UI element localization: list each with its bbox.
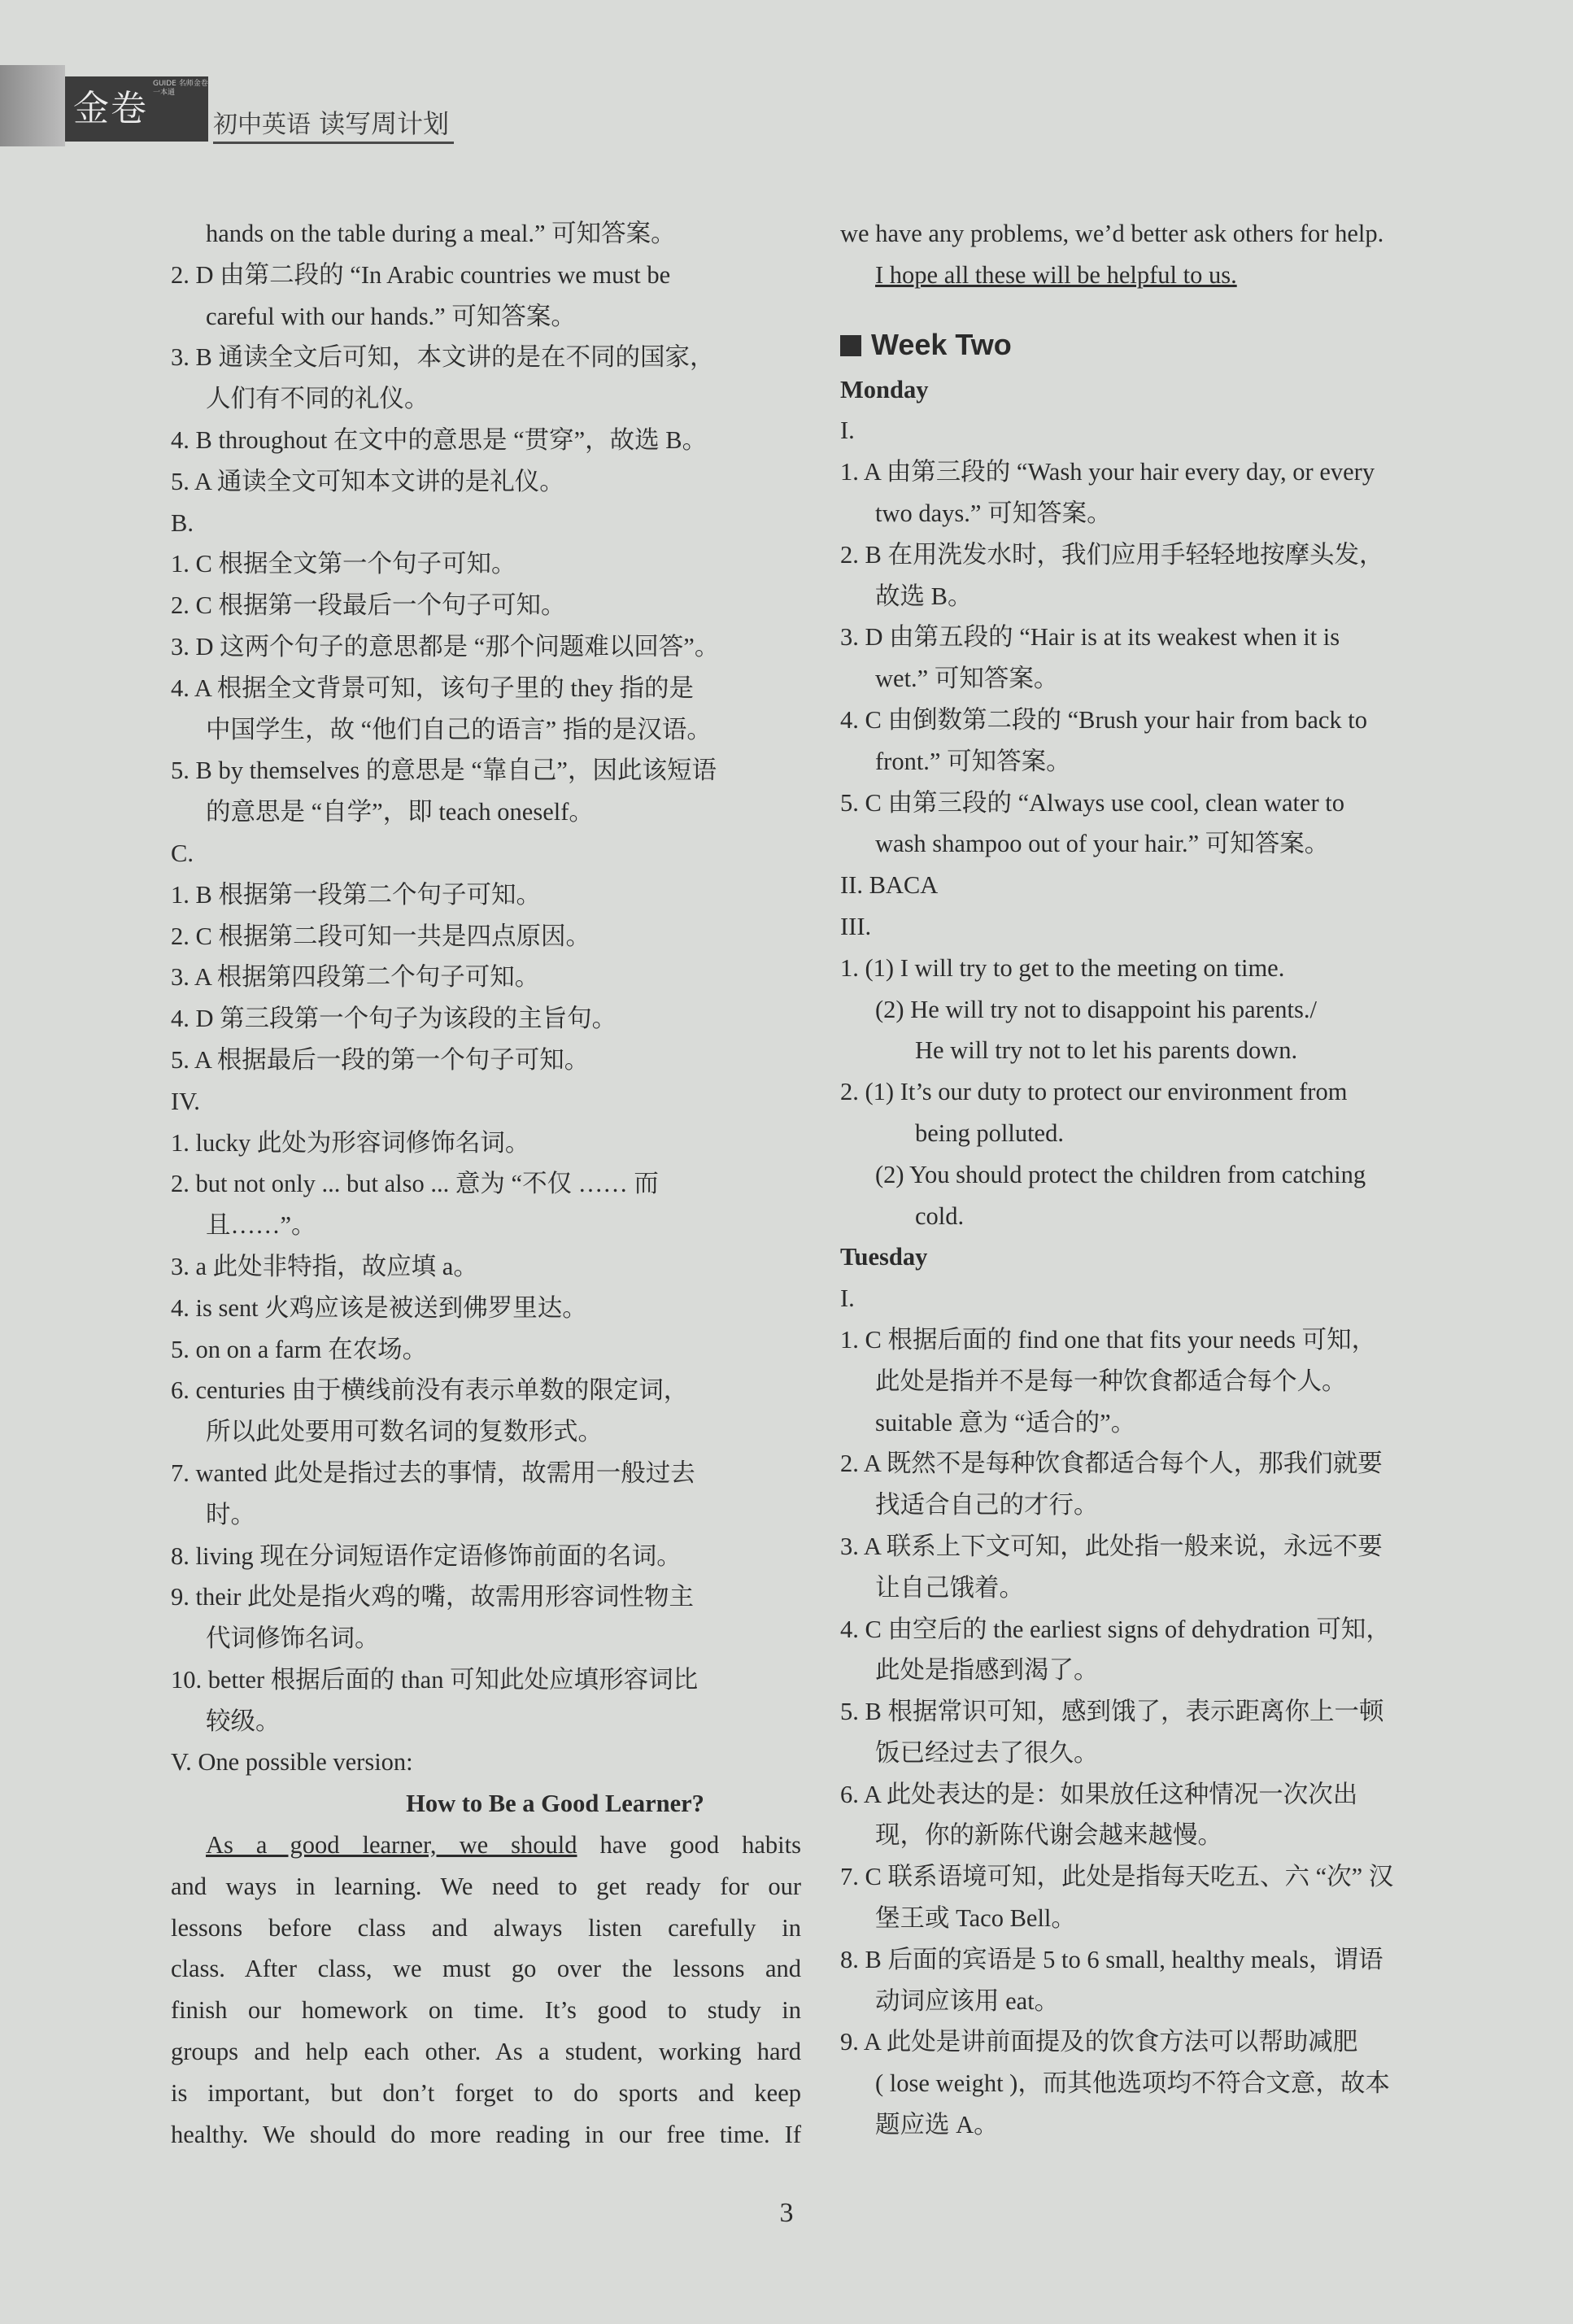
answer-line: 6. centuries 由于横线前没有表示单数的限定词，: [171, 1376, 689, 1405]
brand-logo-text: 金卷: [73, 88, 148, 129]
essay-line: finish our homework on time. It’s good to study in: [171, 1996, 801, 2025]
answer-line: 5. B by themselves 的意思是 “靠自己”，因此该短语: [171, 756, 717, 785]
essay-first-line: [171, 1825, 801, 1866]
answer-line: III.: [840, 912, 872, 940]
monday-label: Monday: [840, 375, 929, 403]
answer-line: 题应选 A。: [875, 2111, 999, 2139]
answer-line: careful with our hands.” 可知答案。: [206, 302, 576, 330]
page-number: 3: [779, 2198, 794, 2228]
answer-line: wet.” 可知答案。: [875, 665, 1059, 693]
answer-line: suitable 意为 “适合的”。: [875, 1408, 1136, 1437]
answer-line: 3. B 通读全文后可知，本文讲的是在不同的国家，: [171, 343, 715, 372]
square-bullet-icon: [840, 335, 861, 356]
answer-line: 3. a 此处非特指，故应填 a。: [171, 1252, 478, 1280]
essay-first-line-rest: have good habits: [577, 1831, 801, 1860]
course-name: 初中英语: [213, 111, 311, 139]
answer-line: 2. C 根据第二段可知一共是四点原因。: [171, 922, 590, 950]
answer-line: 5. on on a farm 在农场。: [171, 1335, 428, 1363]
answer-line: wash shampoo out of your hair.” 可知答案。: [875, 830, 1330, 858]
answer-line: 4. is sent 火鸡应该是被送到佛罗里达。: [171, 1293, 587, 1322]
answer-line: 时。: [206, 1500, 255, 1528]
tuesday-answer-list: [840, 1278, 1472, 2146]
answer-line: 4. C 由空后的 the earliest signs of dehydration 可知，: [840, 1615, 1391, 1643]
answer-line: 6. A 此处表达的是：如果放任这种情况一次次出: [840, 1780, 1358, 1808]
answer-line: 让自己饿着。: [875, 1573, 1024, 1602]
answer-line: 此处是指感到渴了。: [875, 1656, 1099, 1685]
essay-line: healthy. We should do more reading in our free time. If: [171, 2120, 801, 2148]
answer-line: 8. living 现在分词短语作定语修饰前面的名词。: [171, 1541, 682, 1570]
monday-answer-list: [840, 410, 1472, 1236]
answer-line: 的意思是 “自学”，即 teach oneself。: [206, 798, 594, 826]
answer-line: He will try not to let his parents down.: [915, 1036, 1298, 1065]
answer-line: 4. B throughout 在文中的意思是 “贯穿”，故选 B。: [171, 425, 708, 454]
answer-line: 动词应该用 eat。: [875, 1986, 1060, 2015]
answer-line: 5. A 通读全文可知本文讲的是礼仪。: [171, 467, 564, 495]
answer-line: 1. lucky 此处为形容词修饰名词。: [171, 1128, 530, 1157]
answer-line: 2. D 由第二段的 “In Arabic countries we must be: [171, 260, 671, 289]
answer-line: 人们有不同的礼仪。: [206, 385, 429, 413]
answer-line: 2. but not only ... but also ... 意为 “不仅 …… 而: [171, 1170, 659, 1198]
header-gradient-bar: [0, 65, 65, 146]
answer-line: 7. C 联系语境可知，此处是指每天吃五、六 “次” 汉: [840, 1863, 1394, 1891]
essay-closing: [840, 255, 1472, 296]
answer-line: 饭已经过去了很久。: [875, 1738, 1099, 1767]
answer-line: 5. A 根据最后一段的第一个句子可知。: [171, 1045, 590, 1074]
answer-line: 4. A 根据全文背景可知，该句子里的 they 指的是: [171, 674, 695, 702]
answer-line: 找适合自己的才行。: [875, 1491, 1099, 1520]
answer-line: 8. B 后面的宾语是 5 to 6 small, healthy meals，谓语: [840, 1945, 1383, 1973]
answer-line: 5. C 由第三段的 “Always use cool, clean water to: [840, 788, 1345, 817]
answer-line: 1. A 由第三段的 “Wash your hair every day, or every: [840, 458, 1375, 486]
answer-line: (2) He will try not to disappoint his parents./: [875, 995, 1317, 1023]
left-answer-list: [171, 213, 801, 1783]
essay-closing-text: I hope all these will be helpful to us.: [875, 260, 1237, 289]
week-two-heading: [840, 320, 1472, 369]
left-column: [171, 213, 801, 2155]
answer-line: hands on the table during a meal.” 可知答案。: [206, 220, 676, 247]
brand-logo-subtext: GUIDE 名师金卷 一本通: [153, 80, 208, 97]
answer-line: 较级。: [206, 1707, 281, 1735]
answer-line: 2. C 根据第一段最后一个句子可知。: [171, 591, 566, 620]
tuesday-label: Tuesday: [840, 1243, 928, 1271]
brand-logo: [65, 76, 208, 142]
essay-last-line: we have any problems, we’d better ask others for help.: [840, 220, 1384, 247]
answer-line: 1. C 根据后面的 find one that fits your needs 可知，: [840, 1325, 1377, 1354]
answer-line: II. BACA: [840, 871, 939, 900]
book-title: [213, 107, 454, 144]
answer-line: 3. D 这两个句子的意思都是 “那个问题难以回答”。: [171, 632, 720, 661]
answer-line: cold.: [915, 1201, 965, 1230]
answer-line: 1. C 根据全文第一个句子可知。: [171, 550, 516, 578]
series-title: 读写周计划: [319, 108, 450, 139]
answer-line: 此处是指并不是每一种饮食都适合每个人。: [875, 1367, 1347, 1395]
answer-line: 10. better 根据后面的 than 可知此处应填形容词比: [171, 1665, 699, 1694]
answer-line: front.” 可知答案。: [875, 747, 1071, 775]
week-two-heading-text: Week Two: [871, 327, 1012, 361]
answer-line: 3. A 联系上下文可知，此处指一般来说，永远不要: [840, 1532, 1383, 1560]
answer-line: I.: [840, 416, 855, 445]
essay-line: is important, but don’t forget to do sports and keep: [171, 2078, 801, 2107]
answer-line: 2. B 在用洗发水时，我们应用手轻轻地按摩头发，: [840, 540, 1384, 569]
answer-line: 4. C 由倒数第二段的 “Brush your hair from back to: [840, 705, 1368, 734]
answer-line: V. One possible version:: [171, 1748, 413, 1777]
answer-line: B.: [171, 508, 194, 537]
answer-line: 中国学生，故 “他们自己的语言” 指的是汉语。: [206, 715, 712, 743]
essay-line: lessons before class and always listen carefully in: [171, 1913, 801, 1942]
essay-line: class. After class, we must go over the lessons and: [171, 1955, 801, 1983]
answer-line: 1. (1) I will try to get to the meeting on time.: [840, 953, 1285, 982]
answer-line: (2) You should protect the children from catching: [875, 1160, 1366, 1188]
essay-title: How to Be a Good Learner?: [406, 1790, 704, 1818]
answer-line: two days.” 可知答案。: [875, 499, 1112, 527]
answer-line: C.: [171, 839, 194, 867]
answer-line: 堡王或 Taco Bell。: [875, 1904, 1076, 1933]
answer-line: 故选 B。: [875, 582, 973, 610]
page-header: [0, 65, 472, 146]
answer-line: 所以此处要用可数名词的复数形式。: [206, 1418, 603, 1446]
answer-line: being polluted.: [915, 1118, 1064, 1147]
essay-line: and ways in learning. We need to get ready for our: [171, 1872, 801, 1900]
answer-line: 2. A 既然不是每种饮食都适合每个人，那我们就要: [840, 1450, 1383, 1478]
essay-underlined-opening: As a good learner, we should: [206, 1831, 577, 1860]
answer-line: 7. wanted 此处是指过去的事情，故需用一般过去: [171, 1458, 695, 1487]
answer-line: 3. A 根据第四段第二个句子可知。: [171, 963, 540, 992]
answer-line: IV.: [171, 1087, 200, 1115]
answer-line: 5. B 根据常识可知，感到饿了，表示距离你上一顿: [840, 1698, 1384, 1726]
essay-line: groups and help each other. As a student, working hard: [171, 2038, 801, 2066]
answer-line: 3. D 由第五段的 “Hair is at its weakest when it is: [840, 623, 1340, 652]
essay-body: [171, 1866, 801, 2156]
right-column: [840, 213, 1472, 2146]
answer-line: 9. their 此处是指火鸡的嘴，故需用形容词性物主: [171, 1583, 695, 1611]
answer-line: I.: [840, 1284, 855, 1313]
answer-line: 且……”。: [206, 1211, 316, 1240]
answer-line: 现，你的新陈代谢会越来越慢。: [875, 1821, 1222, 1850]
answer-line: 9. A 此处是讲前面提及的饮食方法可以帮助减肥: [840, 2028, 1358, 2056]
answer-line: 2. (1) It’s our duty to protect our environment from: [840, 1078, 1348, 1106]
answer-line: 4. D 第三段第一个句子为该段的主旨句。: [171, 1005, 617, 1033]
answer-line: 1. B 根据第一段第二个句子可知。: [171, 880, 541, 909]
answer-line: 代词修饰名词。: [206, 1624, 380, 1653]
answer-line: ( lose weight )，而其他选项均不符合文意，故本: [875, 2069, 1390, 2098]
